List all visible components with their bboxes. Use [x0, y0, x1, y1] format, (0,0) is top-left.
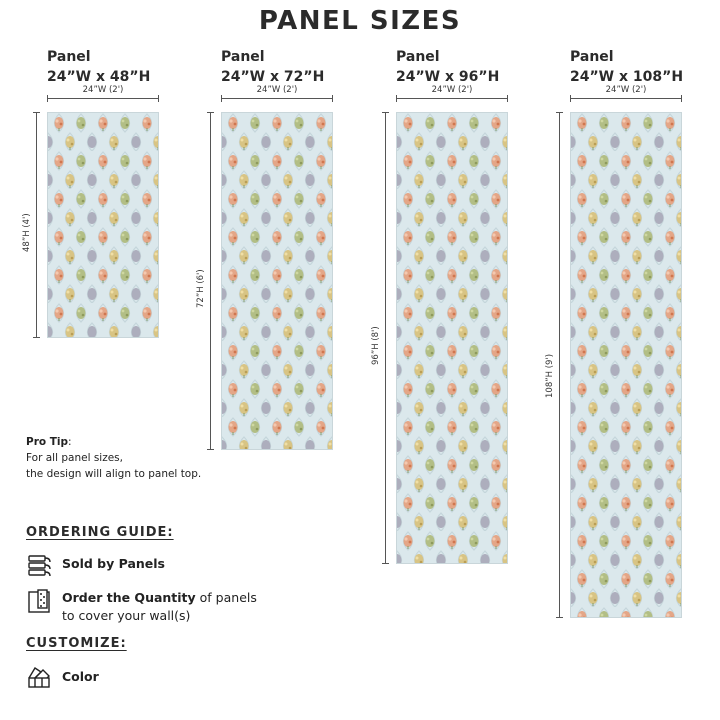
- panel-4-height-label: 108”H (9'): [545, 353, 555, 398]
- order-quantity-item: [26, 589, 257, 625]
- panel-4-label: [570, 47, 683, 87]
- floral-pattern: [222, 113, 333, 450]
- customize-heading: CUSTOMIZE:: [26, 636, 127, 651]
- sold-by-panels-item: [26, 553, 165, 579]
- panel-3-height-label: 96”H (8'): [371, 326, 381, 365]
- panel-3-width-label: 24”W (2'): [431, 85, 473, 95]
- panel-4-height-dimension: [545, 112, 565, 618]
- panel-2-width-label: 24”W (2'): [256, 85, 298, 95]
- color-text: Color: [62, 669, 99, 684]
- sold-by-panels-text: Sold by Panels: [62, 556, 165, 571]
- panel-1-width-label: 24”W (2'): [82, 85, 124, 95]
- panel-4-width-dimension: [570, 85, 682, 102]
- ordering-guide-heading: ORDERING GUIDE:: [26, 525, 174, 540]
- panel-1-height-label: 48”H (4'): [22, 213, 32, 252]
- panel-4-size: 24”W x 108”H: [570, 69, 684, 85]
- pro-tip-label: Pro Tip: [26, 436, 69, 448]
- panel-1-label: [47, 47, 150, 87]
- order-quantity-rest: of panels: [195, 590, 257, 605]
- panel-3-width-dimension: [396, 85, 508, 102]
- panel-1-width-dimension: [47, 85, 159, 102]
- panel-1-size: 24”W x 48”H: [47, 69, 151, 85]
- floral-pattern: [397, 113, 508, 564]
- panel-3-preview: [396, 112, 508, 564]
- floral-pattern: [571, 113, 682, 618]
- pro-tip-line-1: For all panel sizes,: [26, 452, 123, 464]
- panel-1-heading: Panel: [47, 49, 91, 65]
- panel-1-height-dimension: [22, 112, 42, 338]
- pro-tip-colon: :: [68, 436, 72, 448]
- color-palette-icon: [26, 664, 52, 690]
- color-item: [26, 664, 99, 690]
- panel-4-preview: [570, 112, 682, 618]
- panel-4-heading: Panel: [570, 49, 614, 65]
- panel-1-preview: [47, 112, 159, 338]
- wall-panels-icon: [26, 589, 52, 615]
- stacked-panels-icon: [26, 553, 52, 579]
- panel-2-preview: [221, 112, 333, 450]
- pro-tip-line-2: the design will align to panel top.: [26, 468, 202, 480]
- page-title: PANEL SIZES: [258, 6, 462, 36]
- panel-2-height-label: 72”H (6'): [196, 269, 206, 308]
- pro-tip: [26, 434, 201, 482]
- panel-2-width-dimension: [221, 85, 333, 102]
- panel-3-heading: Panel: [396, 49, 440, 65]
- panel-2-heading: Panel: [221, 49, 265, 65]
- order-quantity-line-2: to cover your wall(s): [62, 608, 191, 623]
- panel-4-width-label: 24”W (2'): [605, 85, 647, 95]
- panel-2-height-dimension: [196, 112, 216, 450]
- floral-pattern: [48, 113, 159, 338]
- panel-3-label: [396, 47, 499, 87]
- panel-3-size: 24”W x 96”H: [396, 69, 500, 85]
- panel-3-height-dimension: [371, 112, 391, 564]
- panel-2-label: [221, 47, 324, 87]
- order-quantity-bold: Order the Quantity: [62, 590, 196, 605]
- panel-2-size: 24”W x 72”H: [221, 69, 325, 85]
